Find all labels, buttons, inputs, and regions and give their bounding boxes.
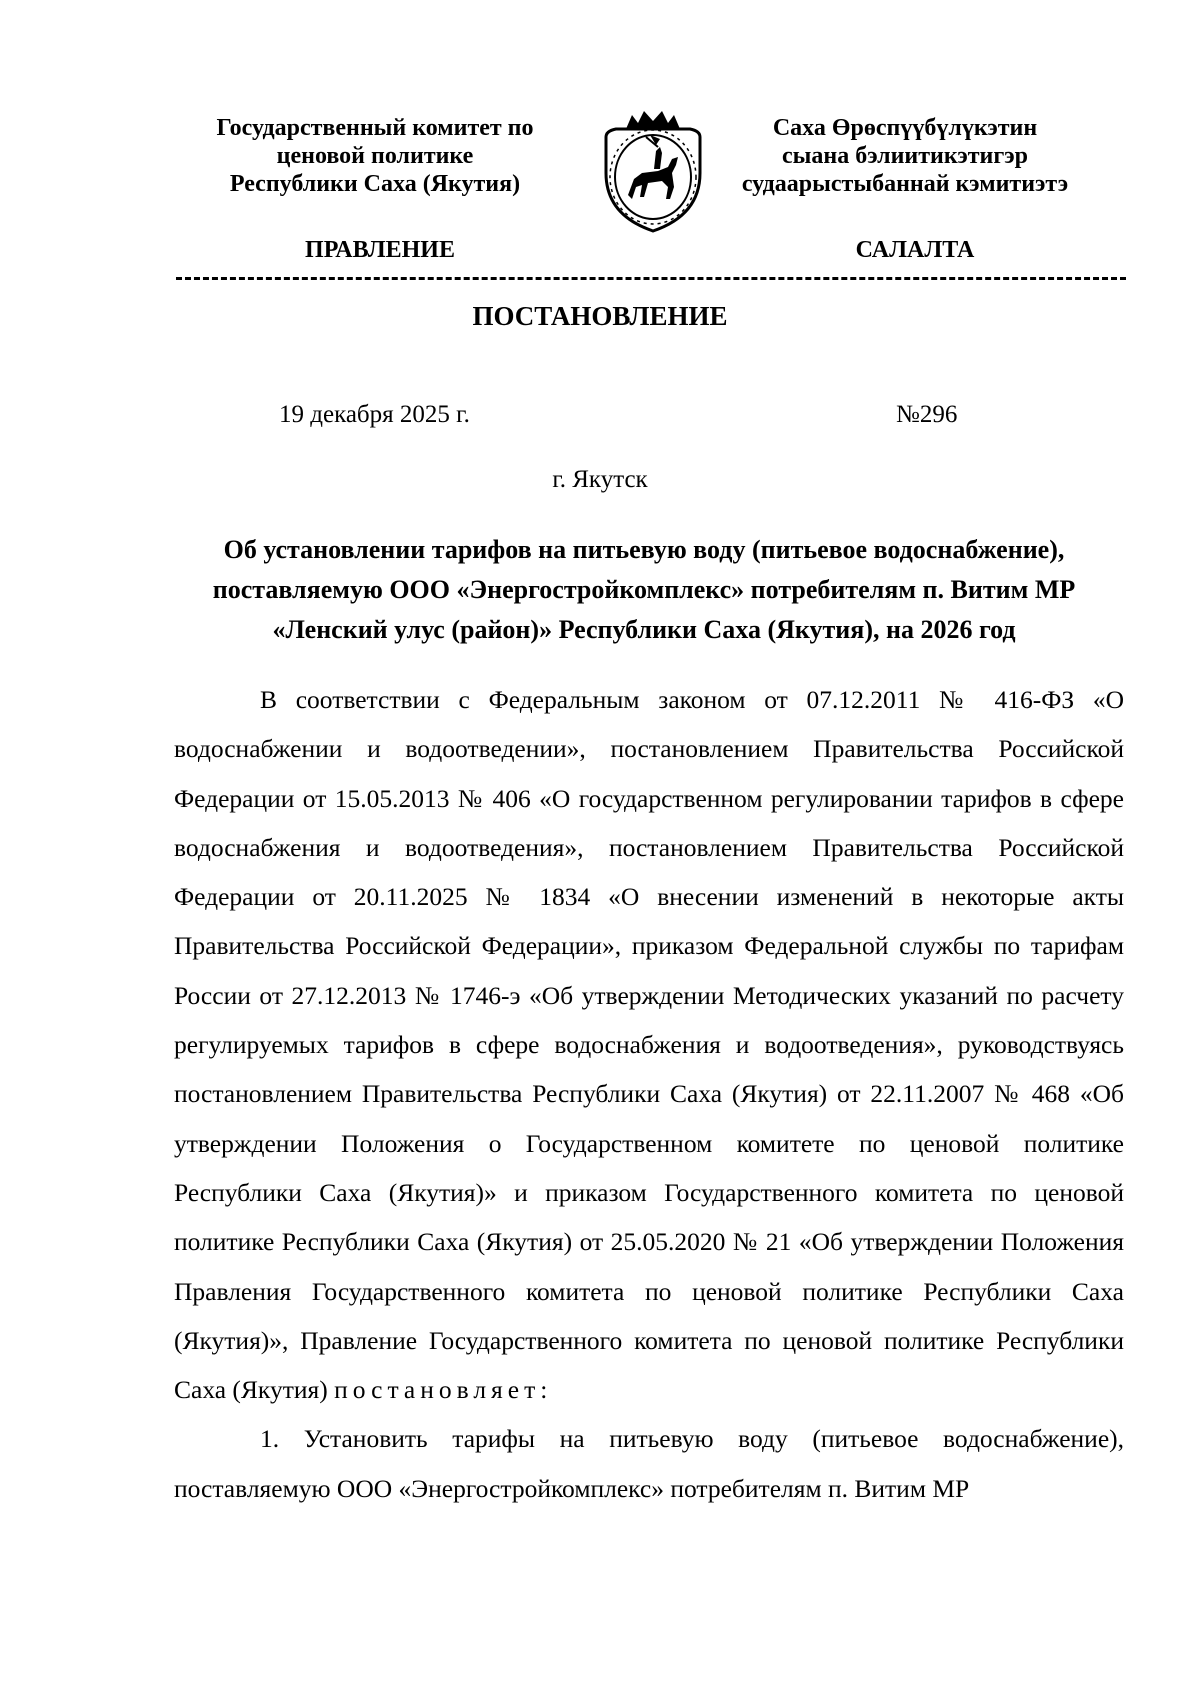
committee-name-ru-line: Республики Саха (Якутия) xyxy=(229,171,521,197)
document-city: г. Якутск xyxy=(552,466,648,493)
committee-name-ru-line: Государственный комитет по xyxy=(216,115,534,141)
board-label-ru: ПРАВЛЕНИЕ xyxy=(305,237,455,263)
board-label-sakha: САЛАЛТА xyxy=(855,237,975,263)
committee-name-sakha-line: судаарыстыбаннай кэмитиэтэ xyxy=(741,171,1069,197)
committee-name-ru-line: ценовой политике xyxy=(276,143,474,169)
document-body xyxy=(174,675,1124,1513)
resolves-word: постановляет: xyxy=(334,1375,553,1405)
document-number: №296 xyxy=(896,401,958,428)
committee-name-sakha xyxy=(720,114,1090,198)
preamble-paragraph xyxy=(174,675,1124,1414)
committee-name-sakha-line: Саха Өрөспүүбүлүкэтин xyxy=(772,115,1038,141)
coat-of-arms-icon xyxy=(598,107,708,235)
document-type-title: ПОСТАНОВЛЕНИЕ xyxy=(472,301,728,331)
document-date: 19 декабря 2025 г. xyxy=(279,401,470,428)
preamble-text: В соответствии с Федеральным законом от 07.12.2011 № 416-ФЗ «О водоснабжении и водоотведении», постановлением Правительства Российской Федерации от 15.05.2013 № 406 «О государственном регулировании тарифов в сфере водоснабжения и водоотведения», постановлением Правительства Российской Федерации от 20.11.2025 № 1834 «О внесении изменений в некоторые акты Правительства Российской Федерации», приказом Федеральной службы по тарифам России от 27.12.2013 № 1746-э «Об утверждении Методических указаний по расчету регулируемых тарифов в сфере водоснабжения и водоотведения», руководствуясь постановлением Правительства Республики Саха (Якутия) от 22.11.2007 № 468 «Об утверждении Положения о Государственном комитете по ценовой политике Республики Саха (Якутия)» и приказом Государственного комитета по ценовой политике Республики Саха (Якутия) от 25.05.2020 № 21 «Об утверждении Положения Правления Государственного комитета по ценовой политике Республики Саха (Якутия)», Правление Государственного комитета по ценовой политике Республики Саха (Якутия) xyxy=(174,685,1124,1405)
header-divider xyxy=(176,277,1126,280)
document-subject-line: «Ленский улус (район)» Республики Саха (Якутия), на 2026 год xyxy=(272,615,1016,644)
committee-name-ru xyxy=(180,114,570,198)
committee-name-sakha-line: сыана бэлиитикэтигэр xyxy=(781,143,1028,169)
document-subject-line: поставляемую ООО «Энергостройкомплекс» потребителям п. Витим МР xyxy=(212,575,1076,604)
document-subject xyxy=(160,530,1128,650)
document-subject-line: Об установлении тарифов на питьевую воду (питьевое водоснабжение), xyxy=(223,535,1065,564)
item-1-paragraph: 1. Установить тарифы на питьевую воду (питьевое водоснабжение), поставляемую ООО «Энергостройкомплекс» потребителям п. Витим МР xyxy=(174,1424,1124,1503)
